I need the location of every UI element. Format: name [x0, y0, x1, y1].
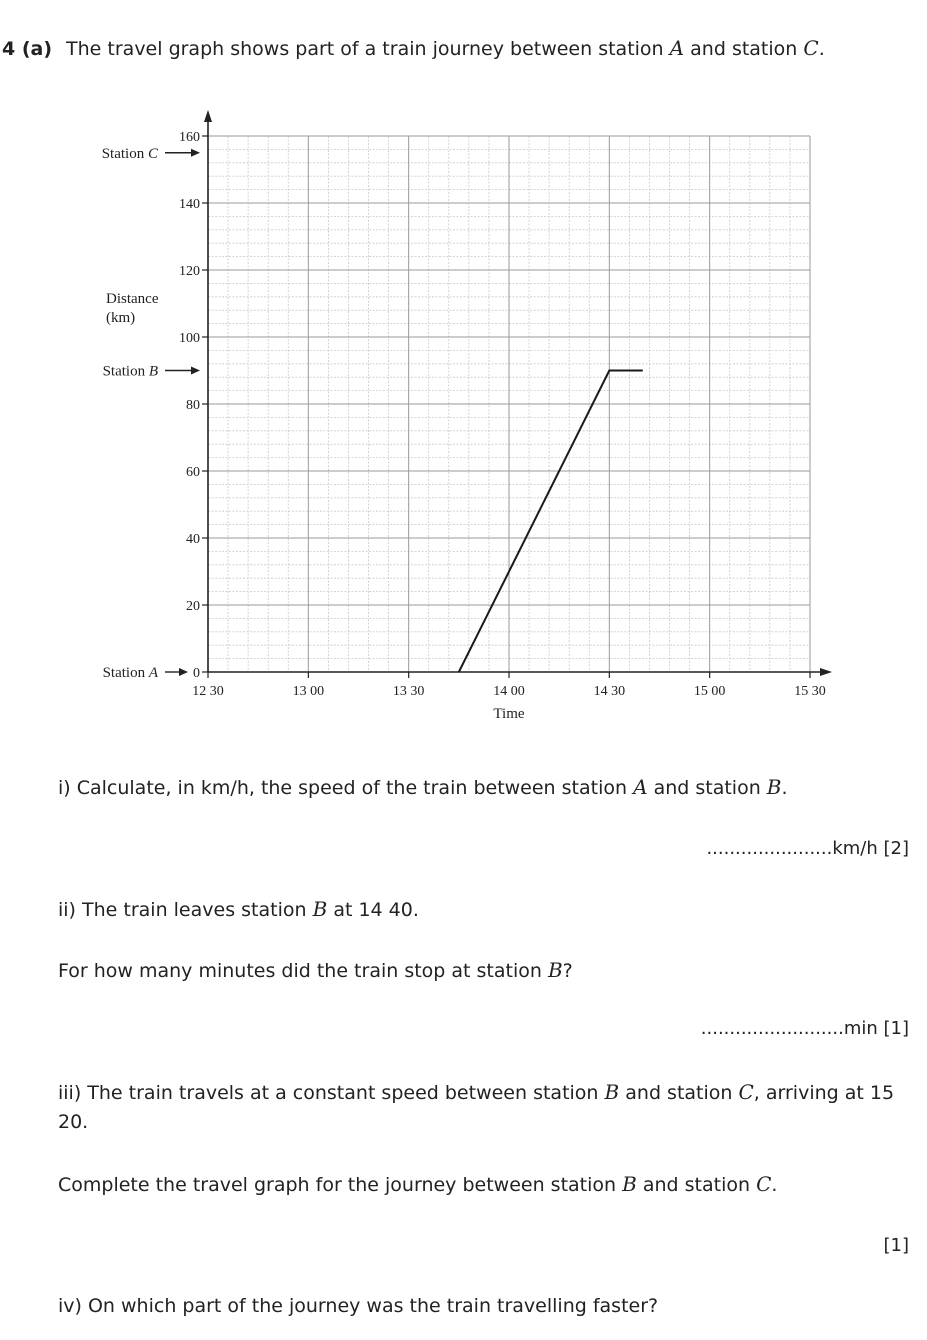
station-letter: C [147, 145, 158, 162]
answer-unit: min [1] [843, 1018, 909, 1039]
part-i-mid: and station [653, 777, 761, 799]
axis-labels [102, 146, 525, 722]
station-letter: A [148, 665, 158, 681]
part-ii-line2 [58, 958, 573, 982]
var-c: C [803, 36, 819, 60]
part-ii-question: For how many minutes did the train stop at station [58, 960, 542, 982]
y-axis-title-line1: Distance [106, 291, 159, 307]
y-tick-label: 120 [179, 264, 200, 279]
station-word: Station [102, 665, 149, 681]
y-tick-label: 100 [179, 331, 200, 346]
answer-line[interactable]: ......................... [700, 1018, 844, 1039]
part-i-question [58, 775, 788, 799]
y-tick-label: 80 [186, 398, 200, 413]
station-pointer-arrow [191, 149, 200, 157]
part-iii-instruction: Complete the travel graph for the journey between station [58, 1174, 617, 1196]
part-ii-answer[interactable] [701, 1018, 909, 1039]
x-tick-label: 13 30 [392, 684, 425, 699]
station-letter: B [148, 363, 158, 380]
x-axis-title: Time [493, 706, 525, 722]
part-i-var-b: B [766, 775, 782, 799]
part-ii-line1 [58, 897, 419, 921]
part-iii-var-c: C [738, 1080, 754, 1104]
var-a: A [669, 36, 685, 60]
part-iii-after: , arriving at 15 [753, 1082, 895, 1104]
x-tick-label: 13 00 [292, 684, 325, 699]
part-iii-var-b: B [604, 1080, 620, 1104]
part-iii-mid: and station [625, 1082, 733, 1104]
intro-end: . [818, 38, 825, 60]
part-iii-text: iii) The train travels at a constant speed between station [58, 1082, 599, 1104]
part-iii-line3 [58, 1172, 777, 1196]
station-marker-label [103, 364, 158, 380]
x-tick-label: 14 30 [593, 684, 626, 699]
part-iii-var-c2: C [756, 1172, 772, 1196]
part-i-end: . [781, 777, 788, 799]
part-iii-mid2: and station [642, 1174, 751, 1196]
part-iii-var-b2: B [622, 1172, 637, 1196]
y-tick-label: 140 [179, 197, 200, 212]
y-tick-label: 0 [193, 666, 200, 681]
part-iv-question: iv) On which part of the journey was the train travelling faster? [58, 1295, 659, 1317]
part-iii-line1 [58, 1080, 894, 1104]
part-ii-time: at 14 40. [333, 899, 419, 921]
station-word: Station [102, 363, 149, 380]
part-ii-qmark: ? [562, 960, 573, 982]
x-tick-label: 15 30 [794, 684, 826, 699]
y-tick-label: 20 [186, 599, 200, 614]
part-iii-line2: 20. [58, 1111, 89, 1133]
part-ii-var-b2: B [547, 958, 563, 982]
station-marker-label [102, 146, 159, 162]
question-number: 4 (a) [2, 38, 53, 60]
station-pointer-arrow [179, 668, 188, 676]
part-i-text: i) Calculate, in km/h, the speed of the train between station [58, 777, 628, 799]
journey-line [459, 371, 643, 673]
part-i-var-a: A [633, 775, 648, 799]
part-iii-end: . [771, 1174, 778, 1196]
part-ii-var-b: B [312, 897, 328, 921]
part-i-answer[interactable] [706, 838, 909, 859]
answer-unit: km/h [2] [832, 838, 909, 859]
answer-line[interactable]: ...................... [706, 838, 833, 859]
x-tick-label: 12 30 [192, 684, 224, 699]
part-ii-text: ii) The train leaves station [58, 899, 307, 921]
station-marker-label [103, 665, 159, 681]
y-axis-title-line2: (km) [106, 310, 136, 326]
x-axis-arrow [820, 668, 832, 676]
part-iii-marks: [1] [883, 1235, 909, 1256]
y-tick-label: 60 [186, 465, 200, 480]
x-tick-label: 15 00 [693, 684, 726, 699]
ticks [179, 130, 826, 699]
y-tick-label: 40 [186, 532, 200, 547]
y-tick-label: 160 [179, 130, 200, 145]
y-axis-arrow [204, 110, 212, 122]
intro-and: and station [690, 38, 798, 60]
station-pointer-arrow [191, 367, 200, 375]
series [459, 371, 643, 673]
x-tick-label: 14 00 [493, 684, 525, 699]
question-intro: The travel graph shows part of a train journey between station [66, 38, 664, 60]
station-word: Station [101, 145, 148, 162]
axes [204, 110, 832, 676]
